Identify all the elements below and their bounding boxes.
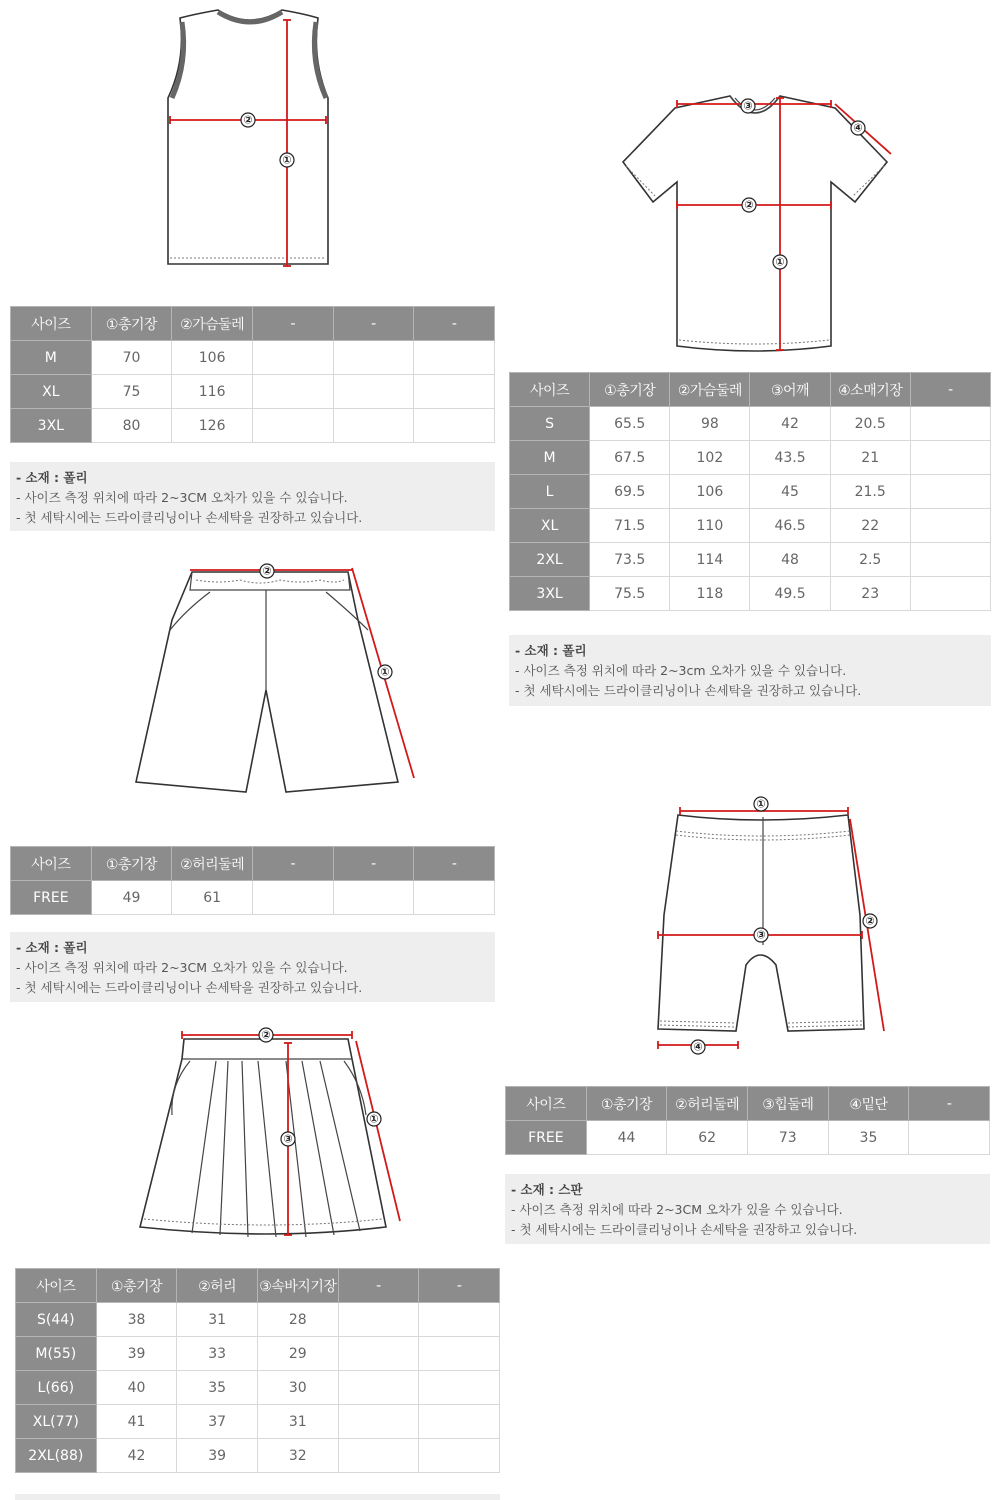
value-cell	[419, 1405, 500, 1439]
table-header-row	[510, 373, 991, 407]
value-cell: 32	[257, 1439, 338, 1473]
header-cell: -	[338, 1269, 419, 1303]
value-cell: 30	[257, 1371, 338, 1405]
t-shirt-notes	[509, 635, 991, 706]
value-cell: 33	[177, 1337, 258, 1371]
marker-3	[741, 99, 755, 113]
header-cell: -	[333, 307, 414, 341]
header-cell: -	[333, 847, 414, 881]
size-cell: M	[11, 341, 92, 375]
svg-text:①: ①	[380, 665, 390, 679]
size-cell: 3XL	[510, 577, 590, 611]
svg-text:②: ②	[261, 1028, 271, 1042]
value-cell: 42	[750, 407, 830, 441]
header-cell: ③어깨	[750, 373, 830, 407]
value-cell: 31	[177, 1303, 258, 1337]
header-cell: 사이즈	[11, 847, 92, 881]
table-row	[16, 1405, 500, 1439]
value-cell: 2.5	[830, 543, 910, 577]
value-cell	[338, 1303, 419, 1337]
value-cell	[333, 341, 414, 375]
header-cell: -	[909, 1087, 990, 1121]
value-cell: 102	[670, 441, 750, 475]
t-shirt-illustration	[615, 90, 905, 355]
value-cell: 69.5	[590, 475, 670, 509]
header-cell: ②허리둘레	[667, 1087, 748, 1121]
value-cell: 106	[670, 475, 750, 509]
pleated-skirt-size-table	[15, 1268, 500, 1473]
size-cell: 3XL	[11, 409, 92, 443]
svg-text:④: ④	[693, 1040, 703, 1054]
note-line: - 첫 세탁시에는 드라이클리닝이나 손세탁을 권장하고 있습니다.	[16, 980, 363, 995]
header-cell: ①총기장	[91, 847, 172, 881]
material-note: - 소재 : 폴리	[16, 940, 88, 955]
shorts-illustration	[130, 560, 430, 800]
header-cell: ③힙둘레	[747, 1087, 828, 1121]
value-cell: 23	[830, 577, 910, 611]
value-cell: 110	[670, 509, 750, 543]
header-cell: -	[414, 847, 495, 881]
header-cell: -	[252, 307, 333, 341]
header-cell: ②가슴둘레	[172, 307, 253, 341]
marker-1	[773, 255, 787, 269]
value-cell: 67.5	[590, 441, 670, 475]
value-cell	[414, 409, 495, 443]
size-cell: L(66)	[16, 1371, 97, 1405]
svg-text:②: ②	[262, 564, 272, 578]
value-cell: 49.5	[750, 577, 830, 611]
value-cell: 20.5	[830, 407, 910, 441]
value-cell: 35	[177, 1371, 258, 1405]
marker-2	[863, 914, 877, 928]
bike-shorts-illustration	[650, 795, 890, 1055]
table-row	[510, 577, 991, 611]
svg-text:②: ②	[865, 914, 875, 928]
header-cell: ③속바지기장	[257, 1269, 338, 1303]
marker-1	[754, 797, 768, 811]
note-line: - 사이즈 측정 위치에 따라 2~3cm 오차가 있을 수 있습니다.	[515, 663, 847, 678]
header-cell: ④소매기장	[830, 373, 910, 407]
value-cell	[252, 881, 333, 915]
t-shirt-size-table	[509, 372, 991, 611]
value-cell	[414, 881, 495, 915]
value-cell	[419, 1337, 500, 1371]
size-cell: XL	[11, 375, 92, 409]
value-cell: 49	[91, 881, 172, 915]
header-cell: ②허리	[177, 1269, 258, 1303]
value-cell: 35	[828, 1121, 909, 1155]
value-cell	[333, 881, 414, 915]
value-cell: 65.5	[590, 407, 670, 441]
value-cell: 31	[257, 1405, 338, 1439]
value-cell: 114	[670, 543, 750, 577]
value-cell: 37	[177, 1405, 258, 1439]
header-cell: ④밑단	[828, 1087, 909, 1121]
value-cell: 75.5	[590, 577, 670, 611]
value-cell	[338, 1337, 419, 1371]
value-cell: 71.5	[590, 509, 670, 543]
header-cell: ①총기장	[590, 373, 670, 407]
material-note: - 소재 : 폴리	[16, 470, 88, 485]
size-cell: L	[510, 475, 590, 509]
size-cell: 2XL	[510, 543, 590, 577]
value-cell: 126	[172, 409, 253, 443]
value-cell	[338, 1371, 419, 1405]
value-cell: 106	[172, 341, 253, 375]
marker-2	[742, 198, 756, 212]
marker-3	[754, 928, 768, 942]
note-line: - 첫 세탁시에는 드라이클리닝이나 손세탁을 권장하고 있습니다.	[515, 683, 862, 698]
size-cell: FREE	[11, 881, 92, 915]
value-cell: 39	[96, 1337, 177, 1371]
svg-text:③: ③	[743, 99, 753, 113]
svg-text:②: ②	[243, 113, 253, 127]
table-row	[16, 1303, 500, 1337]
value-cell: 70	[91, 341, 172, 375]
table-header-row	[506, 1087, 990, 1121]
value-cell	[419, 1439, 500, 1473]
value-cell	[252, 341, 333, 375]
value-cell: 62	[667, 1121, 748, 1155]
value-cell: 73	[747, 1121, 828, 1155]
size-cell: S(44)	[16, 1303, 97, 1337]
sleeveless-notes	[10, 462, 495, 531]
value-cell: 22	[830, 509, 910, 543]
marker-1	[280, 153, 294, 167]
svg-text:①: ①	[775, 255, 785, 269]
table-row	[16, 1439, 500, 1473]
header-cell: -	[419, 1269, 500, 1303]
shorts-notes	[10, 932, 495, 1002]
size-cell: 2XL(88)	[16, 1439, 97, 1473]
value-cell: 73.5	[590, 543, 670, 577]
sleeveless-size-table	[10, 306, 495, 443]
pleated-skirt-illustration	[130, 1025, 420, 1250]
marker-2	[241, 113, 255, 127]
value-cell	[414, 341, 495, 375]
table-header-row	[11, 307, 495, 341]
value-cell	[338, 1439, 419, 1473]
marker-1	[367, 1112, 381, 1126]
value-cell	[910, 407, 990, 441]
svg-text:②: ②	[744, 198, 754, 212]
svg-text:④: ④	[853, 121, 863, 135]
value-cell	[252, 409, 333, 443]
header-cell: ②가슴둘레	[670, 373, 750, 407]
material-note: - 소재 : 스판	[511, 1182, 583, 1197]
size-cell: M	[510, 441, 590, 475]
value-cell: 118	[670, 577, 750, 611]
marker-2	[259, 1028, 273, 1042]
value-cell	[910, 509, 990, 543]
value-cell: 39	[177, 1439, 258, 1473]
value-cell: 38	[96, 1303, 177, 1337]
svg-text:①: ①	[756, 797, 766, 811]
value-cell: 21	[830, 441, 910, 475]
header-cell: -	[252, 847, 333, 881]
header-cell: 사이즈	[506, 1087, 587, 1121]
value-cell: 41	[96, 1405, 177, 1439]
marker-4	[851, 121, 865, 135]
note-line: - 사이즈 측정 위치에 따라 2~3CM 오차가 있을 수 있습니다.	[16, 490, 348, 505]
header-cell: 사이즈	[510, 373, 590, 407]
value-cell	[910, 475, 990, 509]
value-cell	[333, 375, 414, 409]
table-row	[11, 881, 495, 915]
table-row	[16, 1337, 500, 1371]
size-cell: S	[510, 407, 590, 441]
table-row	[11, 409, 495, 443]
table-row	[11, 341, 495, 375]
shorts-size-table	[10, 846, 495, 915]
value-cell	[338, 1405, 419, 1439]
size-cell: FREE	[506, 1121, 587, 1155]
value-cell	[910, 577, 990, 611]
header-cell: -	[414, 307, 495, 341]
value-cell	[414, 375, 495, 409]
bike-shorts-notes	[505, 1174, 990, 1244]
marker-1	[378, 665, 392, 679]
value-cell	[252, 375, 333, 409]
sleeveless-top-illustration	[150, 0, 350, 275]
value-cell: 75	[91, 375, 172, 409]
note-line: - 사이즈 측정 위치에 따라 2~3CM 오차가 있을 수 있습니다.	[511, 1202, 843, 1217]
value-cell: 61	[172, 881, 253, 915]
table-header-row	[11, 847, 495, 881]
table-row	[510, 543, 991, 577]
marker-2	[260, 564, 274, 578]
header-cell: ①총기장	[91, 307, 172, 341]
table-row	[510, 441, 991, 475]
material-note: - 소재 : 폴리	[515, 643, 587, 658]
value-cell	[909, 1121, 990, 1155]
table-row	[506, 1121, 990, 1155]
value-cell: 45	[750, 475, 830, 509]
value-cell: 21.5	[830, 475, 910, 509]
table-row	[16, 1371, 500, 1405]
note-line: - 첫 세탁시에는 드라이클리닝이나 손세탁을 권장하고 있습니다.	[16, 510, 363, 525]
value-cell: 42	[96, 1439, 177, 1473]
header-cell: ①총기장	[96, 1269, 177, 1303]
svg-text:③: ③	[283, 1132, 293, 1146]
header-cell: 사이즈	[16, 1269, 97, 1303]
bike-shorts-size-table	[505, 1086, 990, 1155]
value-cell	[910, 441, 990, 475]
svg-text:①: ①	[282, 153, 292, 167]
header-cell: ①총기장	[586, 1087, 667, 1121]
marker-3	[281, 1132, 295, 1146]
table-header-row	[16, 1269, 500, 1303]
table-row	[510, 407, 991, 441]
marker-4	[691, 1040, 705, 1054]
size-cell: M(55)	[16, 1337, 97, 1371]
value-cell	[419, 1303, 500, 1337]
value-cell: 98	[670, 407, 750, 441]
header-cell: 사이즈	[11, 307, 92, 341]
value-cell: 29	[257, 1337, 338, 1371]
header-cell: ②허리둘레	[172, 847, 253, 881]
header-cell: -	[910, 373, 990, 407]
svg-text:①: ①	[369, 1112, 379, 1126]
value-cell: 46.5	[750, 509, 830, 543]
pleated-skirt-notes	[15, 1494, 500, 1500]
table-row	[510, 475, 991, 509]
note-line: - 사이즈 측정 위치에 따라 2~3CM 오차가 있을 수 있습니다.	[16, 960, 348, 975]
value-cell	[419, 1371, 500, 1405]
size-cell: XL(77)	[16, 1405, 97, 1439]
value-cell: 44	[586, 1121, 667, 1155]
value-cell: 80	[91, 409, 172, 443]
svg-text:③: ③	[756, 928, 766, 942]
value-cell: 28	[257, 1303, 338, 1337]
value-cell: 40	[96, 1371, 177, 1405]
note-line: - 첫 세탁시에는 드라이클리닝이나 손세탁을 권장하고 있습니다.	[511, 1222, 858, 1237]
value-cell: 116	[172, 375, 253, 409]
value-cell	[910, 543, 990, 577]
table-row	[510, 509, 991, 543]
table-row	[11, 375, 495, 409]
value-cell	[333, 409, 414, 443]
value-cell: 43.5	[750, 441, 830, 475]
value-cell: 48	[750, 543, 830, 577]
size-cell: XL	[510, 509, 590, 543]
